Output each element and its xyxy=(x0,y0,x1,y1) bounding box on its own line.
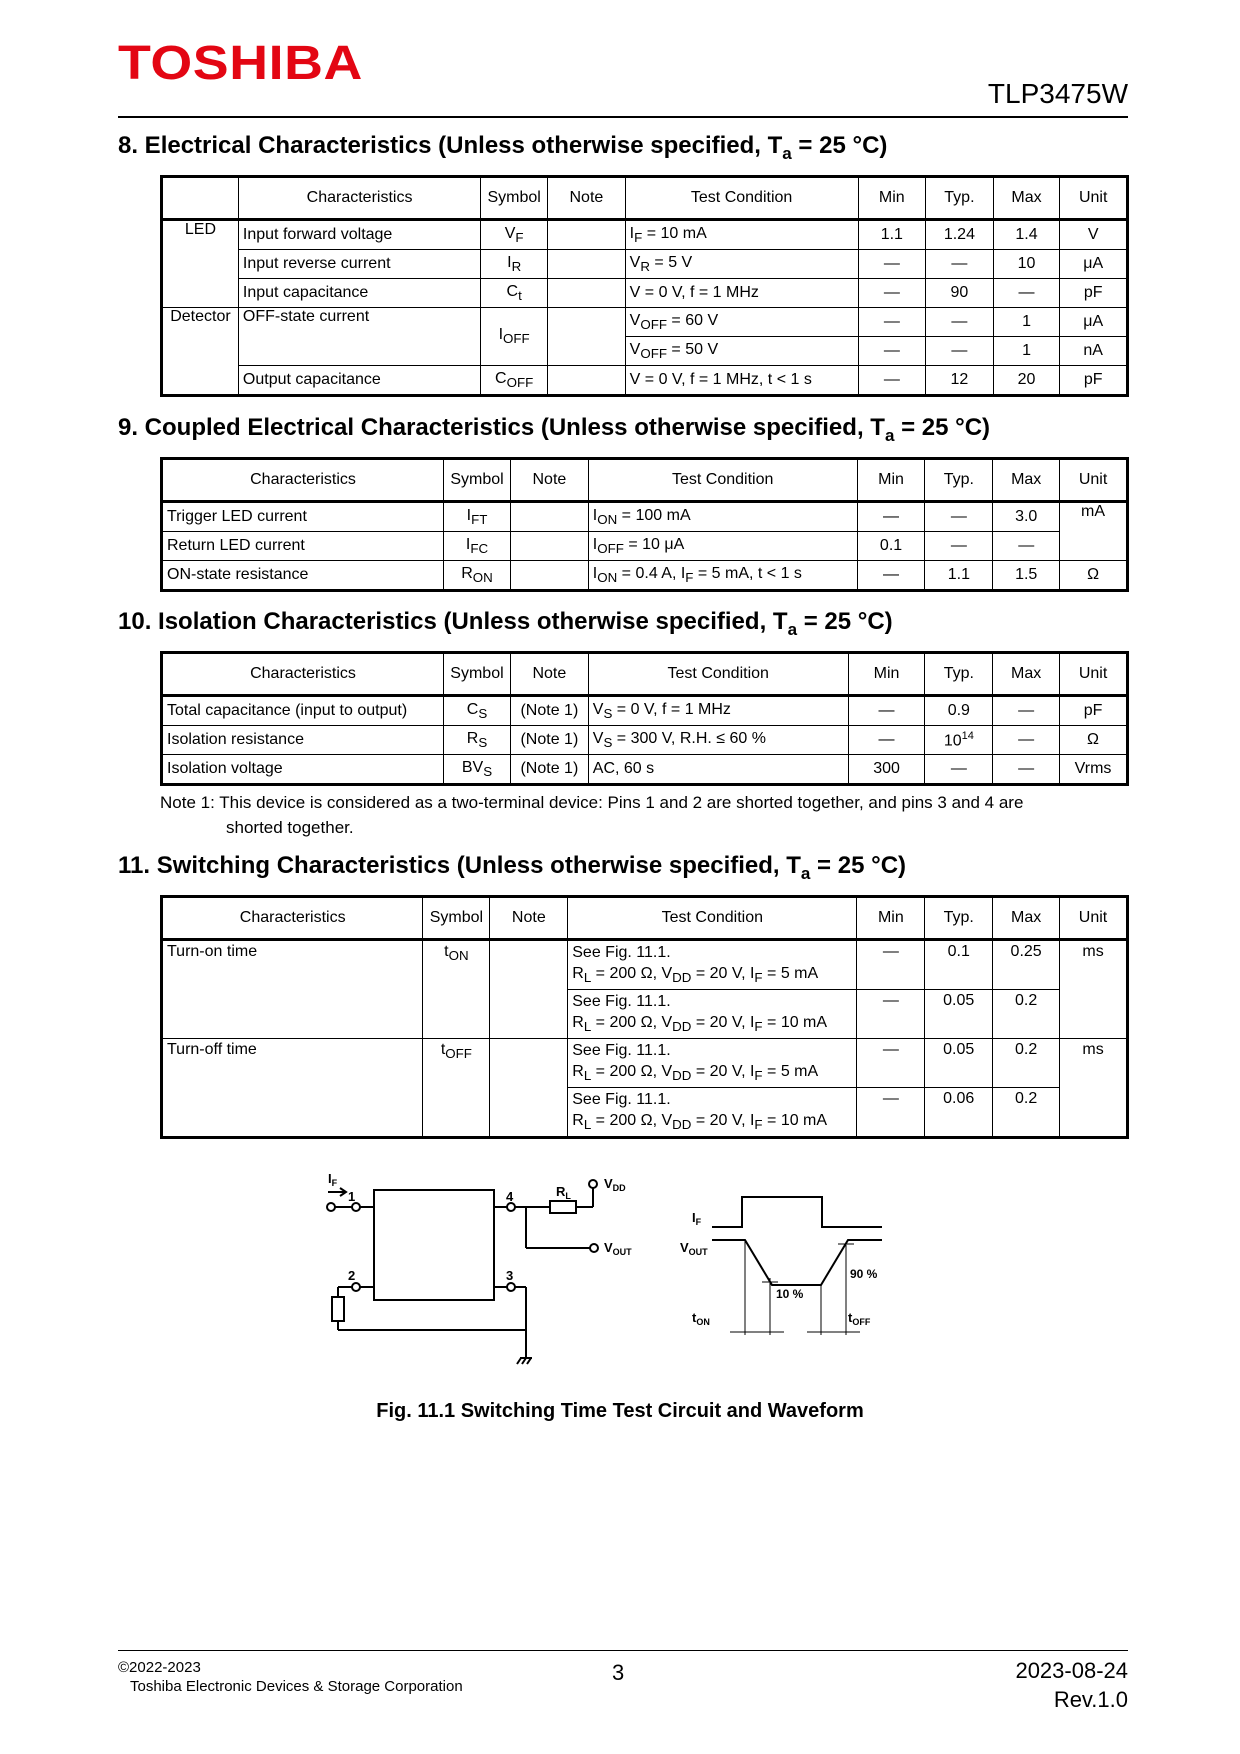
svg-text:VDD: $V_{DD}$ xyxy=(604,1176,626,1193)
section-11-title: 11. Switching Characteristics (Unless otherwise specified, $T_a = 25$ °C) xyxy=(118,852,907,883)
table-row: See Fig. 11.1. $R_L = 200$ Ω, $V_{DD} = 20$ V, $I_F = 10$ mA — 0.05 0.2 xyxy=(162,990,1128,1039)
svg-text:tON: $t_{ON}$ xyxy=(692,1310,710,1327)
footer-date-rev: 2023-08-24 Rev.1.0 xyxy=(1015,1658,1128,1712)
svg-text:VOUT: $V_{OUT}$ xyxy=(680,1240,708,1257)
table-row: LED Input forward voltage $V_F$ $I_F = 10$ mA 1.1 1.24 1.4 V xyxy=(162,220,1128,250)
table-row: Turn-on time $t_{ON}$ See Fig. 11.1. $R_L = 200$ Ω, $V_{DD} = 20$ V, $I_F = 5$ mA — 0.1 0.25 ms xyxy=(162,940,1128,990)
section-10-title: 10. Isolation Characteristics (Unless otherwise specified, $T_a = 25$ °C) xyxy=(118,608,893,639)
svg-text:90 %: 90 % xyxy=(850,1267,878,1281)
table-row: Trigger LED current $I_{FT}$ $I_{ON} = 100$ mA — — 3.0 mA xyxy=(162,502,1128,532)
table-row: Return LED current $I_{FC}$ $I_{OFF} = 10$ μA 0.1 — — xyxy=(162,532,1128,561)
svg-text:3: 3 xyxy=(506,1268,514,1283)
coupled-characteristics-table xyxy=(160,457,1129,592)
svg-text:RL: $R_L$ xyxy=(556,1184,571,1201)
section-8-title: 8. Electrical Characteristics (Unless otherwise specified, $T_a = 25$ °C) xyxy=(118,132,888,163)
isolation-characteristics-table xyxy=(160,651,1129,786)
figure-caption: Fig. 11.1 Switching Time Test Circuit and Waveform xyxy=(376,1400,864,1422)
svg-text:10 %: 10 % xyxy=(776,1287,804,1301)
footer-copyright: ©2022-2023 Toshiba Electronic Devices & Storage Corporation xyxy=(118,1659,463,1695)
table-row: Total capacitance (input to output) $C_S$ (Note 1) $V_S = 0$ V, f = 1 MHz — 0.9 — pF xyxy=(162,696,1128,726)
part-number: TLP3475W xyxy=(987,78,1128,109)
table-row: Turn-off time $t_{OFF}$ See Fig. 11.1. $R_L = 200$ Ω, $V_{DD} = 20$ V, $I_F = 5$ mA — 0.05 0.2 ms xyxy=(162,1039,1128,1088)
svg-text:IF: $I_F$ xyxy=(692,1210,702,1227)
svg-text:4: 4 xyxy=(506,1189,514,1204)
table-row: ON-state resistance $R_{ON}$ $I_{ON} = 0.4$ A, $I_F = 5$ mA, t < 1 s — 1.1 1.5 Ω xyxy=(162,561,1128,591)
electrical-characteristics-table xyxy=(160,175,1129,397)
svg-text:2: 2 xyxy=(348,1268,356,1283)
table-row: Detector OFF-state current $I_{OFF}$ $V_{OFF} = 60$ V — — 1 μA xyxy=(162,308,1128,337)
table-row: $V_{OFF} = 50$ V — — 1 nA xyxy=(162,337,1128,366)
svg-text:VOUT: $V_{OUT}$ xyxy=(604,1240,632,1257)
table-row: Isolation resistance $R_S$ (Note 1) $V_S = 300$ V, R.H. ≤ 60 % — $10^{14}$ — Ω xyxy=(162,726,1128,755)
toshiba-logo: TOSHIBA xyxy=(118,37,363,90)
table-header: Characteristics Symbol Note Test Condition Min Typ. Max Unit xyxy=(162,177,1128,220)
table-row: Input capacitance $C_t$ V = 0 V, f = 1 MHz — 90 — pF xyxy=(162,279,1128,308)
table-row: Output capacitance $C_{OFF}$ V = 0 V, f = 1 MHz, t < 1 s — 12 20 pF xyxy=(162,366,1128,396)
switching-test-figure xyxy=(300,1160,990,1390)
svg-text:tOFF: $t_{OFF}$ xyxy=(848,1310,871,1327)
table-row: Input reverse current $I_R$ $V_R = 5$ V — — 10 μA xyxy=(162,250,1128,279)
table-header: Characteristics Symbol Note Test Condition Min Typ. Max Unit xyxy=(162,459,1128,502)
note-1: Note 1: This device is considered as a two-terminal device: Pins 1 and 2 are shorted together, and pins 3 and 4 are shorted together. xyxy=(160,793,1024,837)
svg-text:1: 1 xyxy=(348,1189,356,1204)
svg-text:IF: $I_F$ xyxy=(328,1171,338,1188)
table-header: Characteristics Symbol Note Test Condition Min Typ. Max Unit xyxy=(162,897,1128,940)
switching-characteristics-table xyxy=(160,895,1129,1139)
header-rule xyxy=(118,116,1128,118)
section-9-title: 9. Coupled Electrical Characteristics (Unless otherwise specified, $T_a = 25$ °C) xyxy=(118,414,991,445)
table-row: Isolation voltage $BV_S$ (Note 1) AC, 60 s 300 — — Vrms xyxy=(162,755,1128,785)
table-row: See Fig. 11.1. $R_L = 200$ Ω, $V_{DD} = 20$ V, $I_F = 10$ mA — 0.06 0.2 xyxy=(162,1088,1128,1138)
footer-rule xyxy=(118,1650,1128,1651)
table-header: Characteristics Symbol Note Test Condition Min Typ. Max Unit xyxy=(162,653,1128,696)
page-number: 3 xyxy=(612,1660,625,1685)
